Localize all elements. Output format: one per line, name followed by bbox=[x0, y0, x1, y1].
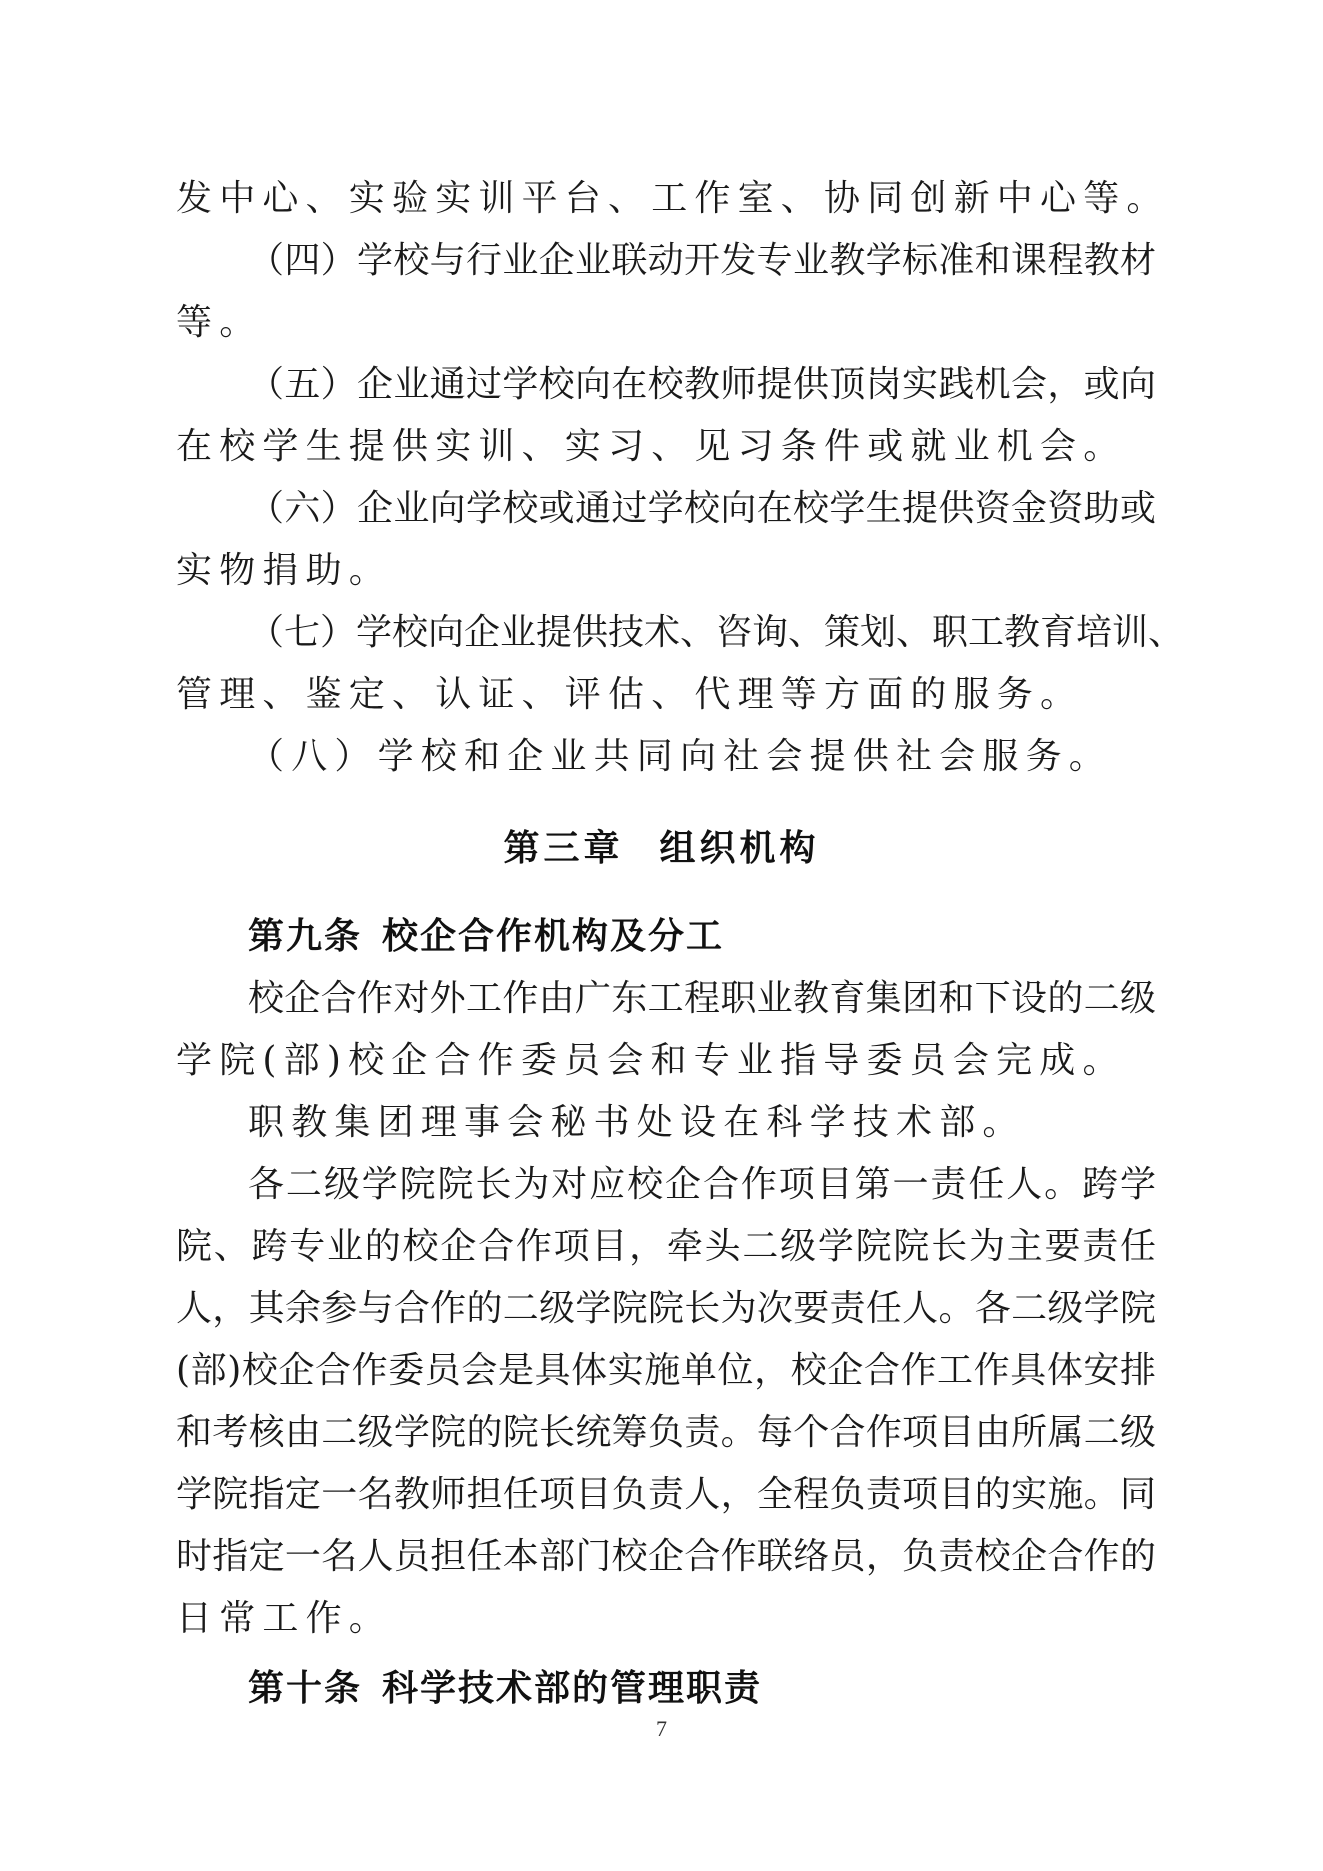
paragraph-line: 各二级学院院长为对应校企合作项目第一责任人。跨学 bbox=[248, 1164, 1156, 1205]
paragraph-line: 学院指定一名教师担任项目负责人，全程负责项目的实施。同 bbox=[176, 1474, 1156, 1515]
paragraph-line: (部)校企合作委员会是具体实施单位，校企合作工作具体安排 bbox=[176, 1350, 1156, 1391]
chapter-heading bbox=[0, 818, 1323, 880]
article-title: 科学技术部的管理职责 bbox=[382, 1668, 763, 1709]
paragraph-line: 等。 bbox=[176, 302, 263, 343]
paragraph-line: 职教集团理事会秘书处设在科学技术部。 bbox=[248, 1102, 1026, 1143]
article-nine-heading bbox=[248, 906, 724, 968]
paragraph-line: 和考核由二级学院的院长统筹负责。每个合作项目由所属二级 bbox=[176, 1412, 1156, 1453]
page-number: 7 bbox=[656, 1716, 667, 1741]
article-number: 第九条 bbox=[248, 916, 363, 957]
chapter-title: 组织机构 bbox=[659, 828, 820, 869]
article-ten-heading bbox=[248, 1658, 762, 1720]
paragraph-line: 实物捐助。 bbox=[176, 550, 393, 591]
paragraph-line: 院、跨专业的校企合作项目，牵头二级学院院长为主要责任 bbox=[176, 1226, 1156, 1267]
paragraph-line: 日常工作。 bbox=[176, 1598, 393, 1639]
paragraph-line: 时指定一名人员担任本部门校企合作联络员，负责校企合作的 bbox=[176, 1536, 1156, 1577]
paragraph-line: 学院(部)校企合作委员会和专业指导委员会完成。 bbox=[176, 1040, 1126, 1081]
paragraph-line: 管理、鉴定、认证、评估、代理等方面的服务。 bbox=[176, 674, 1084, 715]
paragraph-line: 发中心、实验实训平台、工作室、协同创新中心等。 bbox=[176, 178, 1170, 219]
item-six: （六）企业向学校或通过学校向在校学生提供资金资助或 bbox=[248, 488, 1156, 529]
paragraph-line: 人，其余参与合作的二级学院院长为次要责任人。各二级学院 bbox=[176, 1288, 1156, 1329]
article-number: 第十条 bbox=[248, 1668, 363, 1709]
article-title: 校企合作机构及分工 bbox=[382, 916, 725, 957]
paragraph-line: 在校学生提供实训、实习、见习条件或就业机会。 bbox=[176, 426, 1127, 467]
item-eight: （八）学校和企业共同向社会提供社会服务。 bbox=[248, 736, 1113, 777]
item-five: （五）企业通过学校向在校教师提供顶岗实践机会，或向 bbox=[248, 364, 1156, 405]
chapter-number: 第三章 bbox=[503, 828, 624, 869]
item-seven: （七）学校向企业提供技术、咨询、策划、职工教育培训、 bbox=[248, 612, 1185, 653]
item-four: （四）学校与行业企业联动开发专业教学标准和课程教材 bbox=[248, 240, 1156, 281]
paragraph-line: 校企合作对外工作由广东工程职业教育集团和下设的二级 bbox=[248, 978, 1156, 1019]
